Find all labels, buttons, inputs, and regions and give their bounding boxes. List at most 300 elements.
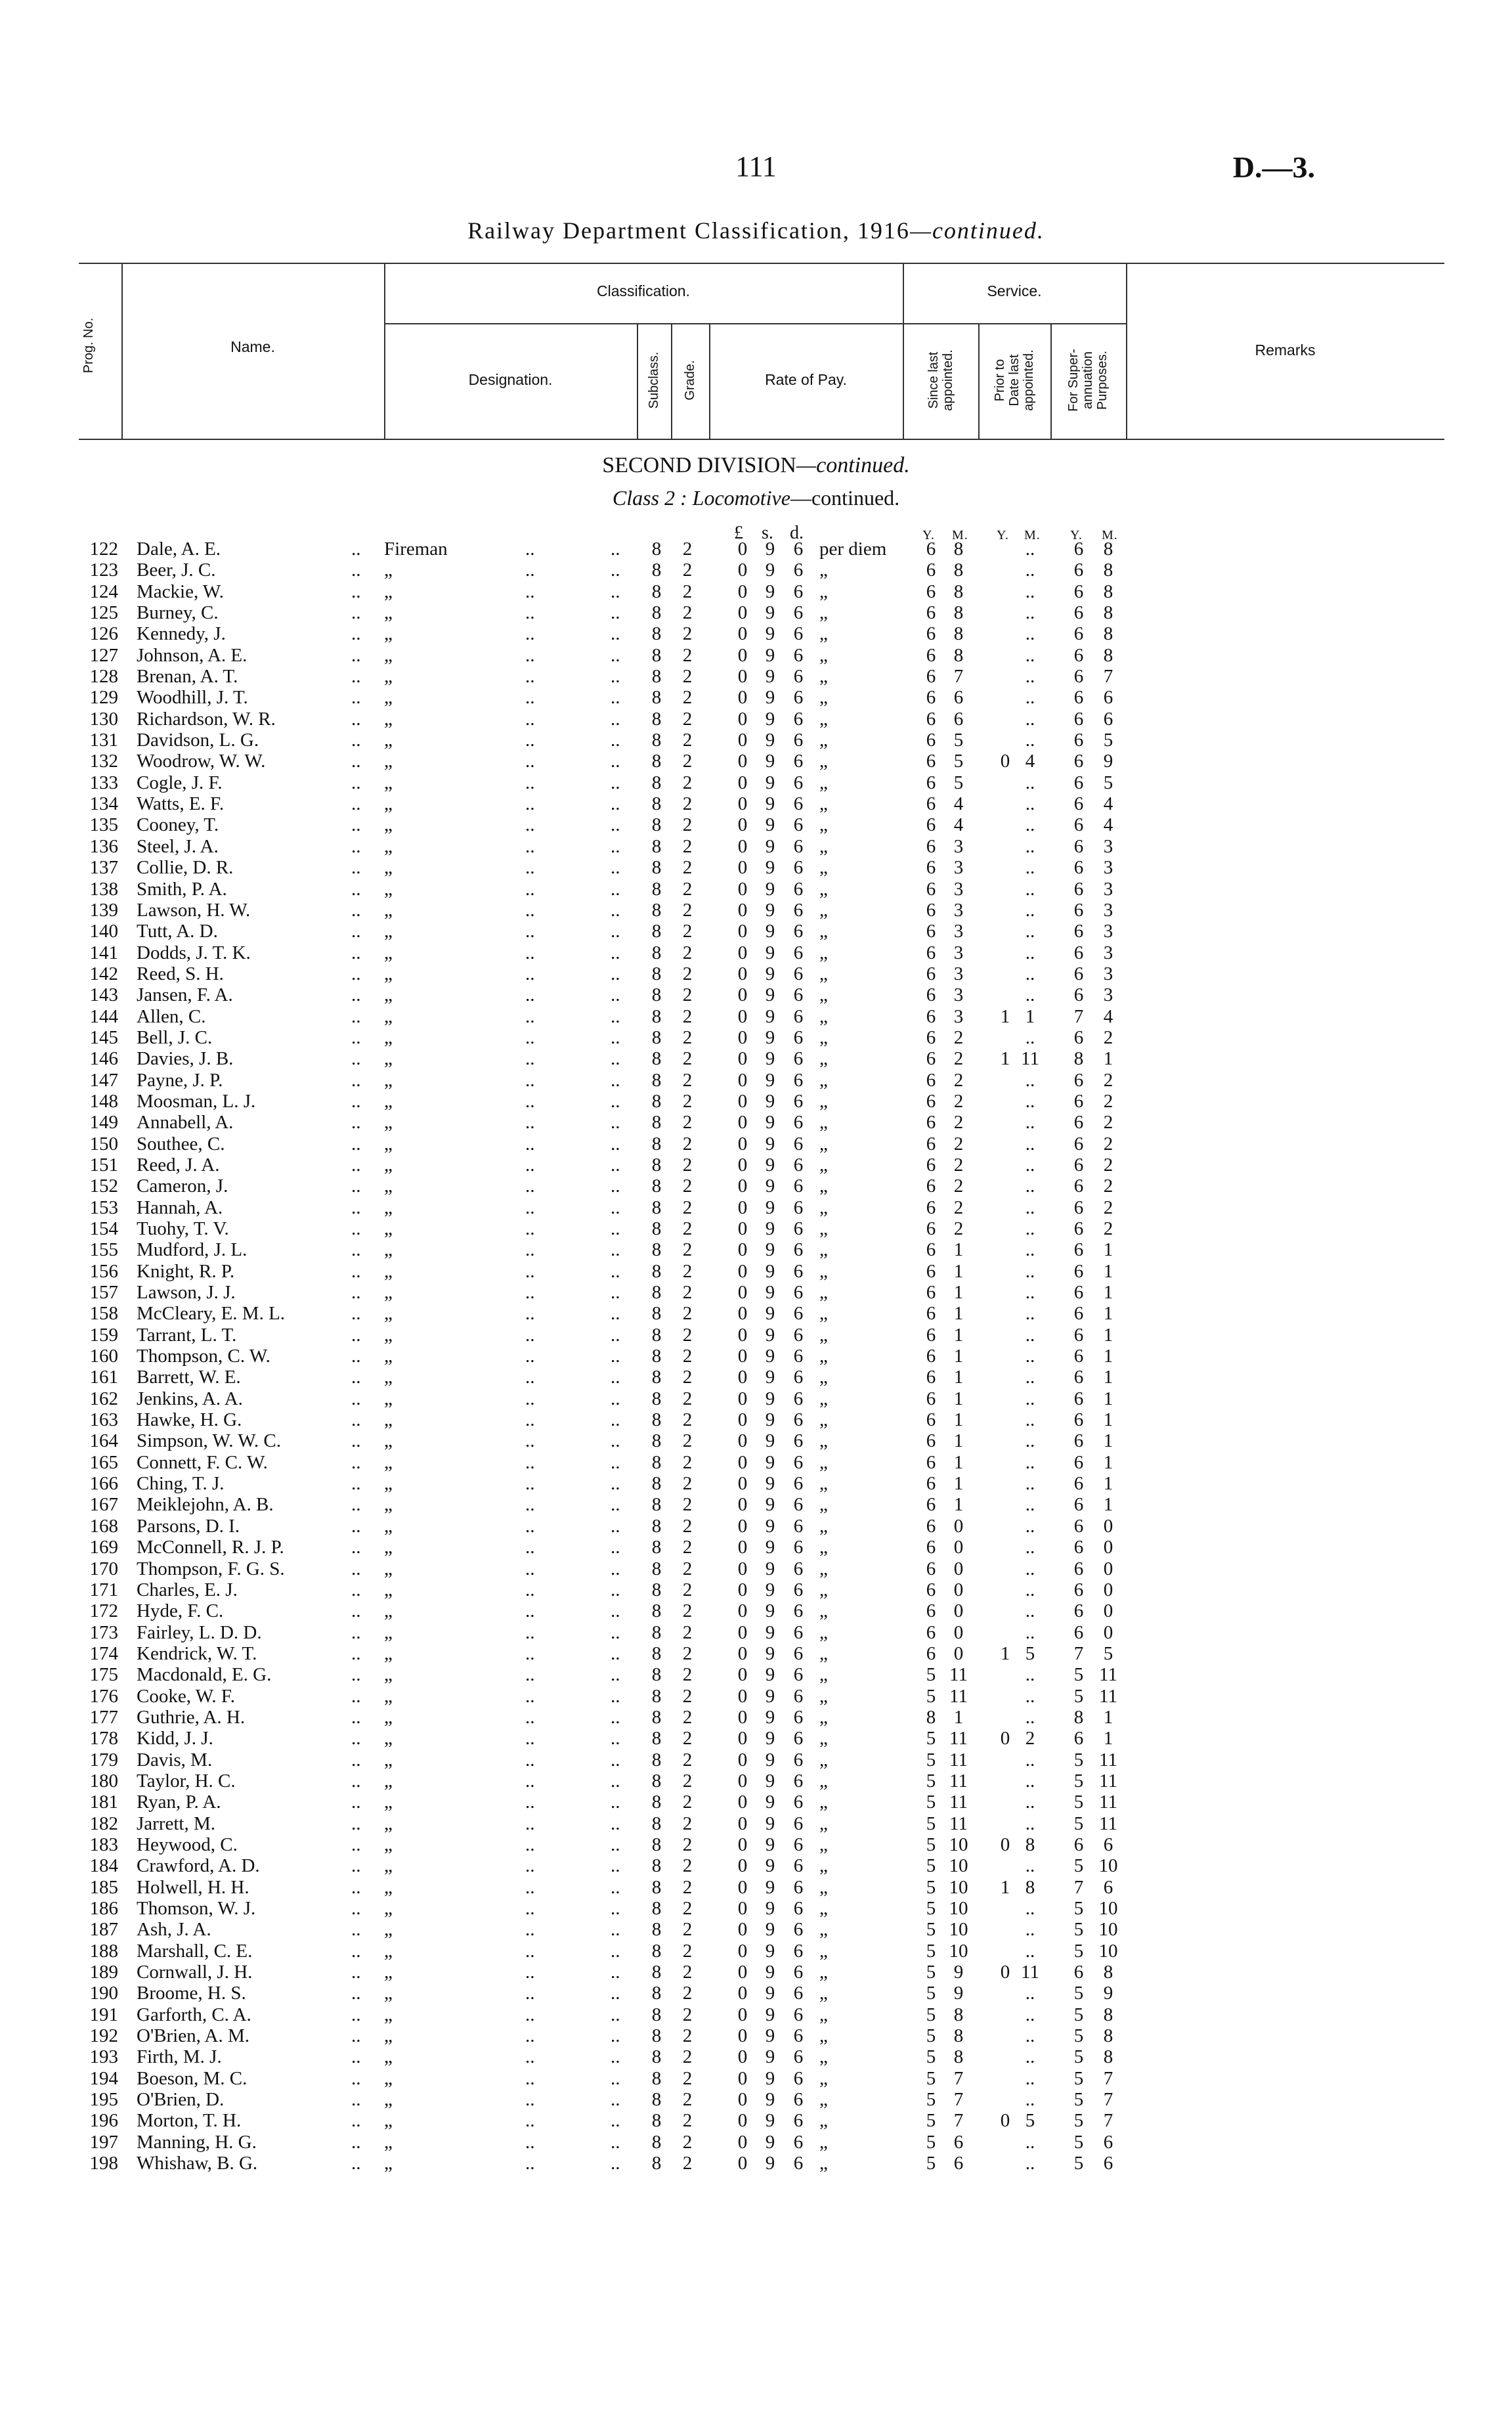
pay-shillings: 9 xyxy=(765,899,775,921)
since-months: 1 xyxy=(953,1260,964,1282)
employee-name: Parsons, D. I. xyxy=(137,1515,240,1537)
pay-pence: 6 xyxy=(793,1090,804,1112)
since-years: 5 xyxy=(926,2025,936,2047)
table-row xyxy=(0,836,1512,857)
prog-no: 124 xyxy=(89,581,118,602)
since-years: 5 xyxy=(926,1834,936,1855)
prior-months: .. xyxy=(1025,1026,1035,1048)
pay-shillings: 9 xyxy=(765,1048,775,1070)
prior-months: .. xyxy=(1025,793,1035,815)
leader-dots: .. xyxy=(611,1303,620,1325)
leader-dots: .. xyxy=(525,623,535,645)
employee-name: Reed, J. A. xyxy=(137,1154,220,1176)
prog-no: 142 xyxy=(89,963,118,984)
designation-header: Designation. xyxy=(468,371,553,388)
since-years: 6 xyxy=(926,899,936,921)
since-years: 6 xyxy=(926,1367,936,1388)
pay-shillings: 9 xyxy=(765,1792,775,1813)
prior-months: .. xyxy=(1025,772,1035,793)
leader-dots: .. xyxy=(525,602,535,624)
prior-months: .. xyxy=(1025,942,1035,963)
designation: „ xyxy=(384,1451,393,1473)
leader-dots: .. xyxy=(351,963,361,984)
designation: „ xyxy=(384,1176,393,1197)
pay-pounds: 0 xyxy=(737,1537,748,1558)
super-months: 1 xyxy=(1103,1706,1113,1728)
pay-shillings: 9 xyxy=(765,1303,775,1325)
subclass: 8 xyxy=(651,857,662,879)
grade: 2 xyxy=(682,1685,693,1707)
grade: 2 xyxy=(682,2004,693,2025)
pay-pence: 6 xyxy=(793,1069,804,1091)
designation: „ xyxy=(384,581,393,602)
prog-no: 157 xyxy=(89,1282,118,1304)
employee-name: Boeson, M. C. xyxy=(137,2067,248,2089)
designation: „ xyxy=(384,1026,393,1048)
pay-unit: „ xyxy=(819,857,828,879)
pay-pence: 6 xyxy=(793,1048,804,1070)
super-months: 11 xyxy=(1099,1813,1117,1834)
grade: 2 xyxy=(682,1494,693,1516)
leader-dots: .. xyxy=(611,623,620,645)
super-months: 4 xyxy=(1103,793,1113,815)
pay-pounds: 0 xyxy=(737,1090,748,1112)
leader-dots: .. xyxy=(611,793,620,815)
prior-years: 1 xyxy=(1000,1048,1010,1070)
pay-shillings: 9 xyxy=(765,602,775,624)
pay-shillings: 9 xyxy=(765,1282,775,1304)
subclass: 8 xyxy=(651,1112,662,1133)
super-months: 1 xyxy=(1103,1409,1113,1431)
pay-pence: 6 xyxy=(793,1133,804,1155)
pay-shillings: 9 xyxy=(765,1834,775,1855)
designation: „ xyxy=(384,1962,393,1983)
pay-unit: „ xyxy=(819,2025,828,2047)
leader-dots: .. xyxy=(611,1282,620,1304)
grade: 2 xyxy=(682,687,693,709)
subclass: 8 xyxy=(651,1367,662,1388)
designation: „ xyxy=(384,1303,393,1325)
since-months: 9 xyxy=(953,1962,964,1983)
designation: „ xyxy=(384,1770,393,1792)
leader-dots: .. xyxy=(351,1176,361,1197)
pay-pounds: 0 xyxy=(737,2110,748,2132)
pay-pounds: 0 xyxy=(737,708,748,730)
since-years: 6 xyxy=(926,1515,936,1537)
leader-dots: .. xyxy=(351,814,361,836)
prior-months: 4 xyxy=(1025,751,1035,772)
since-years: 6 xyxy=(926,623,936,645)
grade: 2 xyxy=(682,644,693,666)
prior-months: .. xyxy=(1025,1367,1035,1388)
super-years: 5 xyxy=(1073,2025,1084,2047)
leader-dots: .. xyxy=(611,666,620,688)
super-months: 3 xyxy=(1103,942,1113,963)
grade: 2 xyxy=(682,1537,693,1558)
since-months: 2 xyxy=(953,1090,964,1112)
pay-shillings: 9 xyxy=(765,1579,775,1600)
since-years: 8 xyxy=(926,1706,936,1728)
since-years: 6 xyxy=(926,1069,936,1091)
leader-dots: .. xyxy=(525,539,535,560)
pay-unit: „ xyxy=(819,1579,828,1600)
prior-months: 8 xyxy=(1025,1876,1035,1898)
pay-unit: „ xyxy=(819,984,828,1006)
since-years: 5 xyxy=(926,1876,936,1898)
pay-pence: 6 xyxy=(793,1579,804,1600)
leader-dots: .. xyxy=(351,1494,361,1516)
pay-pounds: 0 xyxy=(737,1409,748,1431)
subclass: 8 xyxy=(651,1346,662,1367)
since-years: 5 xyxy=(926,2153,936,2174)
leader-dots: .. xyxy=(351,1346,361,1367)
pay-pence: 6 xyxy=(793,857,804,879)
leader-dots: .. xyxy=(351,1579,361,1600)
pay-shillings: 9 xyxy=(765,1346,775,1367)
since-years: 6 xyxy=(926,857,936,879)
since-years: 6 xyxy=(926,1451,936,1473)
pay-shillings: 9 xyxy=(765,921,775,942)
super-months: 1 xyxy=(1103,1494,1113,1516)
pay-shillings: 9 xyxy=(765,2089,775,2111)
super-years: 6 xyxy=(1073,899,1084,921)
since-months: 2 xyxy=(953,1133,964,1155)
super-months: 6 xyxy=(1103,1876,1113,1898)
leader-dots: .. xyxy=(611,1876,620,1898)
since-years: 5 xyxy=(926,1898,936,1919)
since-months: 0 xyxy=(953,1642,964,1664)
employee-name: Southee, C. xyxy=(137,1133,225,1155)
table-row xyxy=(0,1303,1512,1324)
leader-dots: .. xyxy=(525,2089,535,2111)
since-years: 6 xyxy=(926,1409,936,1431)
since-months: 3 xyxy=(953,878,964,900)
pay-pence: 6 xyxy=(793,1834,804,1855)
pay-unit: „ xyxy=(819,1324,828,1346)
pay-pence: 6 xyxy=(793,1962,804,1983)
pay-unit: „ xyxy=(819,1430,828,1452)
leader-dots: .. xyxy=(351,1962,361,1983)
since-years: 5 xyxy=(926,2089,936,2111)
employee-name: Beer, J. C. xyxy=(137,560,216,581)
pay-unit: „ xyxy=(819,899,828,921)
classification-header: Classification. xyxy=(597,282,690,299)
since-years: 6 xyxy=(926,1048,936,1070)
grade: 2 xyxy=(682,602,693,624)
super-years: 6 xyxy=(1073,539,1084,560)
since-years: 6 xyxy=(926,1112,936,1133)
super-years: 6 xyxy=(1073,857,1084,879)
prog-no: 145 xyxy=(89,1026,118,1048)
super-years: 6 xyxy=(1073,835,1084,857)
since-months: 0 xyxy=(953,1558,964,1579)
pay-unit: „ xyxy=(819,2067,828,2089)
pay-pounds: 0 xyxy=(737,1176,748,1197)
leader-dots: .. xyxy=(525,1515,535,1537)
since-months: 10 xyxy=(949,1876,968,1898)
since-months: 5 xyxy=(953,730,964,751)
leader-dots: .. xyxy=(611,899,620,921)
class-title xyxy=(0,486,1512,510)
super-years: 6 xyxy=(1073,1494,1084,1516)
subclass: 8 xyxy=(651,1218,662,1239)
prog-no: 160 xyxy=(89,1346,118,1367)
since-years: 6 xyxy=(926,1473,936,1495)
prog-no: 140 xyxy=(89,921,118,942)
leader-dots: .. xyxy=(611,2153,620,2174)
since-years: 6 xyxy=(926,1346,936,1367)
leader-dots: .. xyxy=(525,1898,535,1919)
leader-dots: .. xyxy=(351,857,361,879)
designation: „ xyxy=(384,1664,393,1686)
pay-unit: „ xyxy=(819,1749,828,1771)
pay-pounds: 0 xyxy=(737,623,748,645)
prog-no: 123 xyxy=(89,560,118,581)
pay-pounds: 0 xyxy=(737,1026,748,1048)
grade: 2 xyxy=(682,2153,693,2174)
subclass: 8 xyxy=(651,687,662,709)
since-months: 2 xyxy=(953,1112,964,1133)
employee-name: O'Brien, A. M. xyxy=(137,2025,249,2047)
subclass: 8 xyxy=(651,1324,662,1346)
pay-pence: 6 xyxy=(793,1367,804,1388)
leader-dots: .. xyxy=(351,793,361,815)
super-months: 3 xyxy=(1103,857,1113,879)
super-months: 8 xyxy=(1103,2004,1113,2025)
designation: „ xyxy=(384,1706,393,1728)
prog-no: 183 xyxy=(89,1834,118,1855)
super-years: 6 xyxy=(1073,1197,1084,1218)
since-months: 11 xyxy=(949,1749,968,1771)
designation: „ xyxy=(384,1069,393,1091)
super-years: 6 xyxy=(1073,1324,1084,1346)
pay-unit: „ xyxy=(819,1026,828,1048)
grade: 2 xyxy=(682,1855,693,1877)
table-row xyxy=(0,921,1512,942)
table-row xyxy=(0,1919,1512,1940)
leader-dots: .. xyxy=(351,1239,361,1261)
super-months: 2 xyxy=(1103,1069,1113,1091)
pay-pounds: 0 xyxy=(737,2025,748,2047)
designation: „ xyxy=(384,687,393,709)
pay-pence: 6 xyxy=(793,1409,804,1431)
designation: „ xyxy=(384,1558,393,1579)
since-years: 6 xyxy=(926,560,936,581)
since-years: 6 xyxy=(926,1090,936,1112)
prog-no: 135 xyxy=(89,814,118,836)
prog-no: 126 xyxy=(89,623,118,645)
leader-dots: .. xyxy=(351,1749,361,1771)
leader-dots: .. xyxy=(525,963,535,984)
leader-dots: .. xyxy=(525,1834,535,1855)
subclass: 8 xyxy=(651,1600,662,1622)
leader-dots: .. xyxy=(611,1537,620,1558)
pay-shillings: 9 xyxy=(765,1600,775,1622)
pay-unit: „ xyxy=(819,1983,828,2004)
pay-unit: „ xyxy=(819,772,828,793)
super-months: 1 xyxy=(1103,1473,1113,1495)
pay-pence: 6 xyxy=(793,921,804,942)
leader-dots: .. xyxy=(611,1834,620,1855)
since-years: 6 xyxy=(926,1282,936,1304)
pay-pence: 6 xyxy=(793,2089,804,2111)
subclass: 8 xyxy=(651,1898,662,1919)
table-row xyxy=(0,1537,1512,1558)
pay-shillings: 9 xyxy=(765,772,775,793)
subclass: 8 xyxy=(651,1069,662,1091)
pay-shillings: 9 xyxy=(765,1962,775,1983)
table-row xyxy=(0,1877,1512,1898)
employee-name: Richardson, W. R. xyxy=(137,708,276,730)
grade: 2 xyxy=(682,1664,693,1686)
pay-pounds: 0 xyxy=(737,2131,748,2153)
leader-dots: .. xyxy=(351,1792,361,1813)
pay-unit: „ xyxy=(819,1346,828,1367)
grade: 2 xyxy=(682,730,693,751)
super-months: 8 xyxy=(1103,539,1113,560)
employee-name: Tarrant, L. T. xyxy=(137,1324,237,1346)
prog-no: 129 xyxy=(89,687,118,709)
super-months: 2 xyxy=(1103,1197,1113,1218)
leader-dots: .. xyxy=(611,1664,620,1686)
prior-months: .. xyxy=(1025,1600,1035,1622)
prog-no: 173 xyxy=(89,1621,118,1643)
prior-years: 0 xyxy=(1000,751,1010,772)
pay-unit: „ xyxy=(819,1451,828,1473)
prior-months: .. xyxy=(1025,539,1035,560)
since-months: 8 xyxy=(953,2046,964,2068)
super-years: 6 xyxy=(1073,1133,1084,1155)
pay-shillings: 9 xyxy=(765,878,775,900)
pay-pence: 6 xyxy=(793,708,804,730)
class-continued: —continued. xyxy=(790,486,900,510)
employee-name: Kendrick, W. T. xyxy=(137,1642,257,1664)
designation: „ xyxy=(384,1494,393,1516)
table-row xyxy=(0,730,1512,751)
pay-pence: 6 xyxy=(793,814,804,836)
pay-pounds: 0 xyxy=(737,1388,748,1409)
leader-dots: .. xyxy=(351,1940,361,1962)
employee-name: Lawson, J. J. xyxy=(137,1282,236,1304)
prog-no: 170 xyxy=(89,1558,118,1579)
subclass: 8 xyxy=(651,1430,662,1452)
table-row xyxy=(0,857,1512,878)
pay-shillings: 9 xyxy=(765,560,775,581)
pay-pounds: 0 xyxy=(737,1005,748,1027)
subclass: 8 xyxy=(651,1197,662,1218)
prog-no: 139 xyxy=(89,899,118,921)
pay-pounds: 0 xyxy=(737,1260,748,1282)
prior-years: 1 xyxy=(1000,1005,1010,1027)
grade: 2 xyxy=(682,2089,693,2111)
table-row xyxy=(0,1070,1512,1091)
since-years: 5 xyxy=(926,2131,936,2153)
super-months: 5 xyxy=(1103,772,1113,793)
pay-unit: „ xyxy=(819,1260,828,1282)
employee-name: Ching, T. J. xyxy=(137,1473,225,1495)
leader-dots: .. xyxy=(611,1728,620,1749)
table-row xyxy=(0,772,1512,793)
since-months: 10 xyxy=(949,1919,968,1941)
since-last-appointed-header: Since last appointed. xyxy=(926,349,955,411)
subclass: 8 xyxy=(651,1813,662,1834)
pay-pence: 6 xyxy=(793,602,804,624)
super-months: 3 xyxy=(1103,835,1113,857)
employee-name: Tutt, A. D. xyxy=(137,921,218,942)
pay-shillings: 9 xyxy=(765,1494,775,1516)
pay-shillings: 9 xyxy=(765,1367,775,1388)
since-years: 6 xyxy=(926,1558,936,1579)
super-years: 5 xyxy=(1073,1813,1084,1834)
super-years: 6 xyxy=(1073,1282,1084,1304)
super-months: 0 xyxy=(1103,1558,1113,1579)
subclass: 8 xyxy=(651,1282,662,1304)
pay-shillings: 9 xyxy=(765,687,775,709)
subclass: 8 xyxy=(651,1515,662,1537)
designation: „ xyxy=(384,1940,393,1962)
prog-no: 174 xyxy=(89,1642,118,1664)
designation: „ xyxy=(384,730,393,751)
prog-no: 177 xyxy=(89,1706,118,1728)
leader-dots: .. xyxy=(611,708,620,730)
pay-unit: „ xyxy=(819,1239,828,1261)
since-years: 6 xyxy=(926,984,936,1006)
pay-unit: „ xyxy=(819,644,828,666)
pay-shillings: 9 xyxy=(765,539,775,560)
table-row xyxy=(0,1112,1512,1133)
leader-dots: .. xyxy=(611,963,620,984)
since-months: 0 xyxy=(953,1600,964,1622)
pay-pounds: 0 xyxy=(737,835,748,857)
pay-pounds: 0 xyxy=(737,1451,748,1473)
pay-pounds: 0 xyxy=(737,1983,748,2004)
super-years: 5 xyxy=(1073,1898,1084,1919)
since-months: 8 xyxy=(953,623,964,645)
leader-dots: .. xyxy=(525,1197,535,1218)
prog-no: 149 xyxy=(89,1112,118,1133)
pay-pounds: 0 xyxy=(737,1367,748,1388)
since-years: 5 xyxy=(926,1728,936,1749)
super-months: 10 xyxy=(1098,1940,1118,1962)
subclass: 8 xyxy=(651,1579,662,1600)
pay-unit: „ xyxy=(819,1176,828,1197)
designation: „ xyxy=(384,2153,393,2174)
pay-shillings: 9 xyxy=(765,2153,775,2174)
designation: „ xyxy=(384,1728,393,1749)
leader-dots: .. xyxy=(525,1239,535,1261)
subclass: 8 xyxy=(651,1409,662,1431)
since-months: 11 xyxy=(949,1685,968,1707)
leader-dots: .. xyxy=(525,1346,535,1367)
subclass: 8 xyxy=(651,942,662,963)
pay-pounds: 0 xyxy=(737,1558,748,1579)
pay-pounds: 0 xyxy=(737,1473,748,1495)
prior-months: 1 xyxy=(1025,1005,1035,1027)
pay-unit: „ xyxy=(819,1834,828,1855)
pay-pence: 6 xyxy=(793,1239,804,1261)
grade: 2 xyxy=(682,857,693,879)
super-months: 5 xyxy=(1103,730,1113,751)
designation: „ xyxy=(384,1473,393,1495)
leader-dots: .. xyxy=(611,1260,620,1282)
pay-pence: 6 xyxy=(793,644,804,666)
super-months: 6 xyxy=(1103,687,1113,709)
employee-name: Taylor, H. C. xyxy=(137,1770,236,1792)
leader-dots: .. xyxy=(525,2025,535,2047)
prior-months: .. xyxy=(1025,1451,1035,1473)
prior-months: .. xyxy=(1025,1749,1035,1771)
leader-dots: .. xyxy=(525,2131,535,2153)
